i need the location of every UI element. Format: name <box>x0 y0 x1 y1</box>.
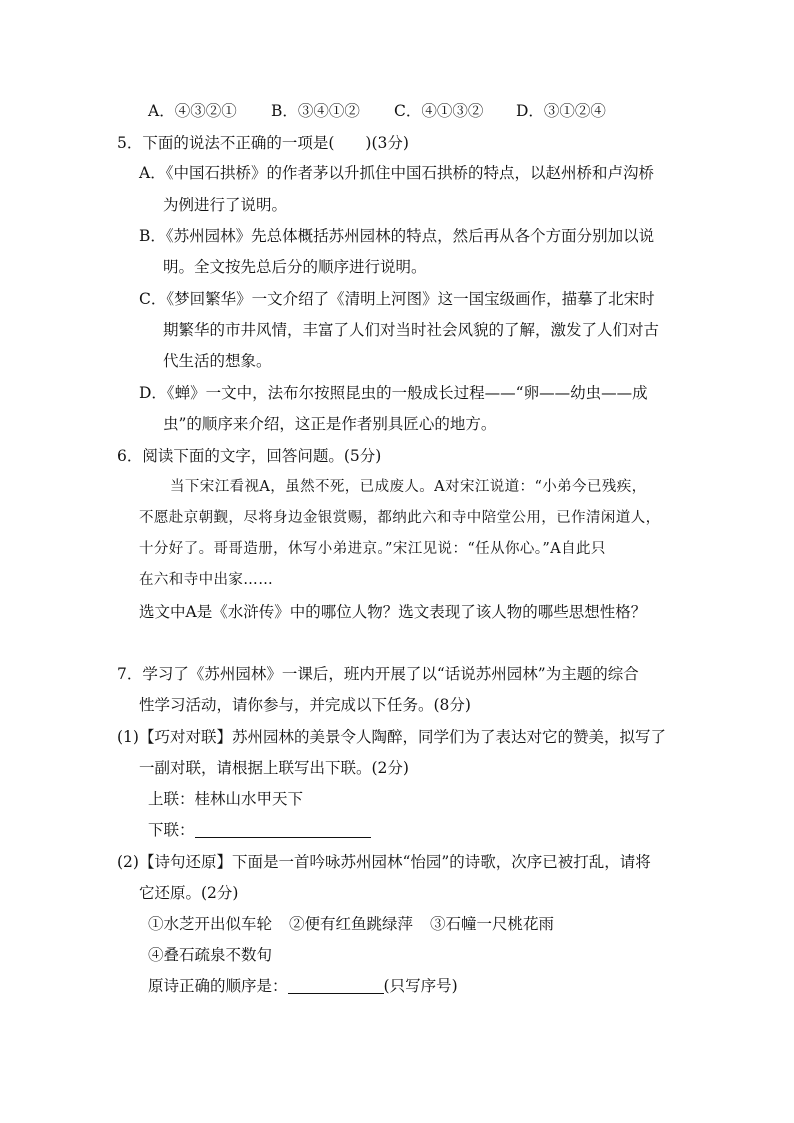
q5-option-a-line2: 为例进行了说明。 <box>163 196 288 214</box>
q4-option-d: D．③①②④ <box>516 102 606 120</box>
q7-sub2-answer <box>148 976 458 996</box>
q4-options <box>148 101 606 121</box>
lower-couplet-answer-blank[interactable] <box>195 821 371 838</box>
verse-2: ②便有红鱼跳绿萍 <box>289 915 414 933</box>
q5-option-d-line2: 虫”的顺序来介绍，这正是作者别具匠心的地方。 <box>163 415 497 433</box>
order-answer-blank[interactable] <box>288 977 384 994</box>
q7-stem-line2: 性学习活动，请你参与，并完成以下任务。(8分) <box>139 696 471 714</box>
answer-label: 原诗正确的顺序是： <box>148 977 288 995</box>
q6-question: 选文中A是《水浒传》中的哪位人物？选文表现了该人物的哪些思想性格？ <box>139 603 647 621</box>
q7-sub2-line1: (2)【诗句还原】下面是一首吟咏苏州园林“怡园”的诗歌，次序已被打乱，请将 <box>117 853 651 871</box>
q5-option-a-line1: A．《中国石拱桥》的作者茅以升抓住中国石拱桥的特点，以赵州桥和卢沟桥 <box>139 164 654 182</box>
lower-couplet-label: 下联： <box>148 821 195 839</box>
q7-sub1-line1: (1)【巧对对联】苏州园林的美景令人陶醉，同学们为了表达对它的赞美，拟写了 <box>117 728 666 746</box>
q5-option-b-line2: 明。全文按先总后分的顺序进行说明。 <box>163 258 427 276</box>
verse-3: ③石幢一尺桃花雨 <box>430 915 555 933</box>
q5-option-c-line1: C．《梦回繁华》一文介绍了《清明上河图》这一国宝级画作，描摹了北宋时 <box>139 290 655 308</box>
q7-sub1-line2: 一副对联，请根据上联写出下联。(2分) <box>139 759 409 777</box>
q5-option-c-line3: 代生活的想象。 <box>163 352 272 370</box>
q7-sub1-upper-couplet: 上联：桂林山水甲天下 <box>148 790 304 808</box>
q4-option-a: A．④③②① <box>148 102 237 120</box>
q5-option-d-line1: D．《蝉》一文中，法布尔按照昆虫的一般成长过程——“卵——幼虫——成 <box>139 384 648 402</box>
q6-passage-line3: 十分好了。哥哥造册，休写小弟进京。”宋江见说：“任从你心。”A自此只 <box>139 541 606 557</box>
q4-option-c: C．④①③② <box>394 102 484 120</box>
q6-passage-line2: 不愿赴京朝觐，尽将身边金银赏赐，都纳此六和寺中陪堂公用，已作清闲道人， <box>139 510 661 526</box>
q7-sub1-lower-couplet <box>148 820 371 840</box>
q7-sub2-verses <box>148 914 554 934</box>
verse-1: ①水芝开出似车轮 <box>148 915 273 933</box>
q5-stem: 5．下面的说法不正确的一项是( )(3分) <box>117 134 409 152</box>
q5-option-c-line2: 期繁华的市井风情，丰富了人们对当时社会风貌的了解，激发了人们对古 <box>163 321 660 339</box>
q7-sub2-line2: 它还原。(2分) <box>139 884 239 902</box>
q6-passage-line4: 在六和寺中出家…… <box>139 572 274 588</box>
verse-4: ④叠石疏泉不数旬 <box>148 946 273 964</box>
q5-option-b-line1: B．《苏州园林》先总体概括苏州园林的特点，然后再从各个方面分别加以说 <box>139 227 655 245</box>
answer-note: (只写序号) <box>383 977 458 995</box>
q6-passage-line1: 当下宋江看视A，虽然不死，已成废人。A对宋江说道：“小弟今已残疾， <box>170 479 647 495</box>
q6-stem: 6．阅读下面的文字，回答问题。(5分) <box>117 447 382 465</box>
q7-stem-line1: 7．学习了《苏州园林》一课后，班内开展了以“话说苏州园林”为主题的综合 <box>117 665 639 683</box>
q4-option-b: B．③④①② <box>271 102 360 120</box>
